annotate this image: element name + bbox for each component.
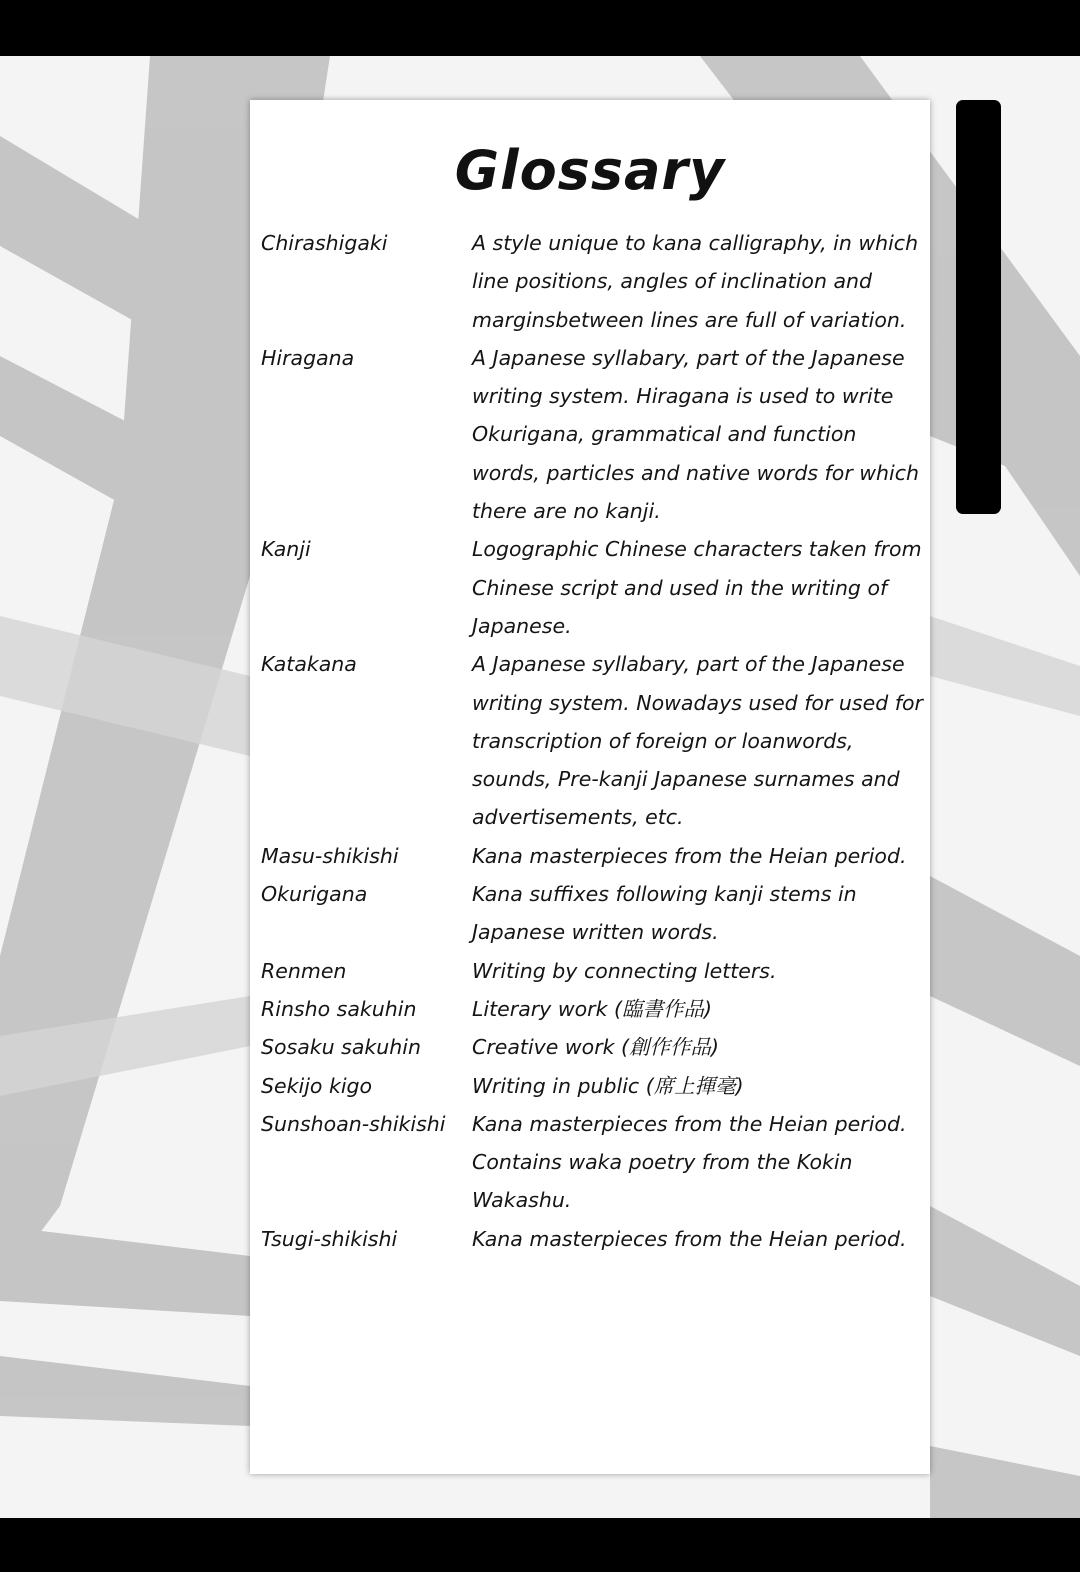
glossary-term: Kanji xyxy=(261,537,311,562)
glossary-term: Chirashigaki xyxy=(261,231,388,255)
glossary-definition: Kana masterpieces from the Heian period. xyxy=(472,843,907,868)
glossary-definition: Kana masterpieces from the Heian period. xyxy=(472,1226,907,1251)
glossary-definition: Literary work (臨書作品) xyxy=(472,996,712,1021)
glossary-entry xyxy=(261,1105,926,1220)
glossary-entry xyxy=(261,339,926,530)
side-tab xyxy=(956,100,1001,514)
glossary-term: Katakana xyxy=(261,652,357,677)
glossary-term: Sekijo kigo xyxy=(261,1073,373,1098)
glossary-definition: Logographic Chinese characters taken from Chinese script and used in the writing of Japanese. xyxy=(472,537,922,638)
bottom-black-bar xyxy=(0,1518,1080,1572)
glossary-definition: Kana masterpieces from the Heian period. Contains waka poetry from the Kokin Wakashu. xyxy=(472,1111,907,1213)
glossary-term: Sunshoan-shikishi xyxy=(261,1111,446,1136)
glossary-entry xyxy=(261,645,926,836)
top-black-bar xyxy=(0,0,1080,56)
glossary-entry xyxy=(261,837,926,875)
glossary-term: Sosaku sakuhin xyxy=(261,1035,421,1060)
glossary-entry xyxy=(261,1067,926,1105)
glossary-definition: A Japanese syllabary, part of the Japanese writing system. Hiragana is used to write Okurigana, grammatical and function words, particles and native words for which there are no kanji. xyxy=(472,345,919,524)
brush-stroke-bottom-left xyxy=(0,1356,250,1426)
glossary-title: Glossary xyxy=(454,139,726,202)
glossary-entry xyxy=(261,224,926,339)
glossary-definition: Kana suffixes following kanji stems in Japanese written words. xyxy=(472,882,857,945)
brush-stroke-right-lower xyxy=(930,876,1080,1066)
glossary-term: Hiragana xyxy=(261,345,355,370)
glossary-term: Okurigana xyxy=(261,882,368,907)
glossary-term: Renmen xyxy=(261,958,347,983)
glossary-definition: Creative work (創作作品) xyxy=(472,1035,720,1060)
glossary-term: Tsugi-shikishi xyxy=(261,1226,398,1251)
glossary-entry xyxy=(261,1028,926,1066)
glossary-entry xyxy=(261,875,926,952)
glossary-list xyxy=(261,224,926,1258)
glossary-definition: Writing in public (席上揮毫) xyxy=(472,1073,744,1098)
glossary-panel xyxy=(250,100,930,1474)
brush-stroke-lower-left xyxy=(0,1226,250,1316)
glossary-entry xyxy=(261,952,926,990)
glossary-entry xyxy=(261,530,926,645)
glossary-definition: A Japanese syllabary, part of the Japanese writing system. Nowadays used for used for transcription of foreign or loanwords, sounds, Pre-kanji Japanese surnames and advertisements, etc. xyxy=(472,652,923,830)
glossary-term: Masu-shikishi xyxy=(261,843,399,868)
brush-stroke-corner xyxy=(930,1446,1080,1518)
glossary-term: Rinsho sakuhin xyxy=(261,996,417,1021)
glossary-definition: A style unique to kana calligraphy, in which line positions, angles of inclination and marginsbetween lines are full of variation. xyxy=(472,231,919,332)
glossary-entry xyxy=(261,1220,926,1258)
glossary-definition: Writing by connecting letters. xyxy=(472,958,777,983)
glossary-entry xyxy=(261,990,926,1028)
brush-stroke-right-bottom xyxy=(930,1206,1080,1356)
